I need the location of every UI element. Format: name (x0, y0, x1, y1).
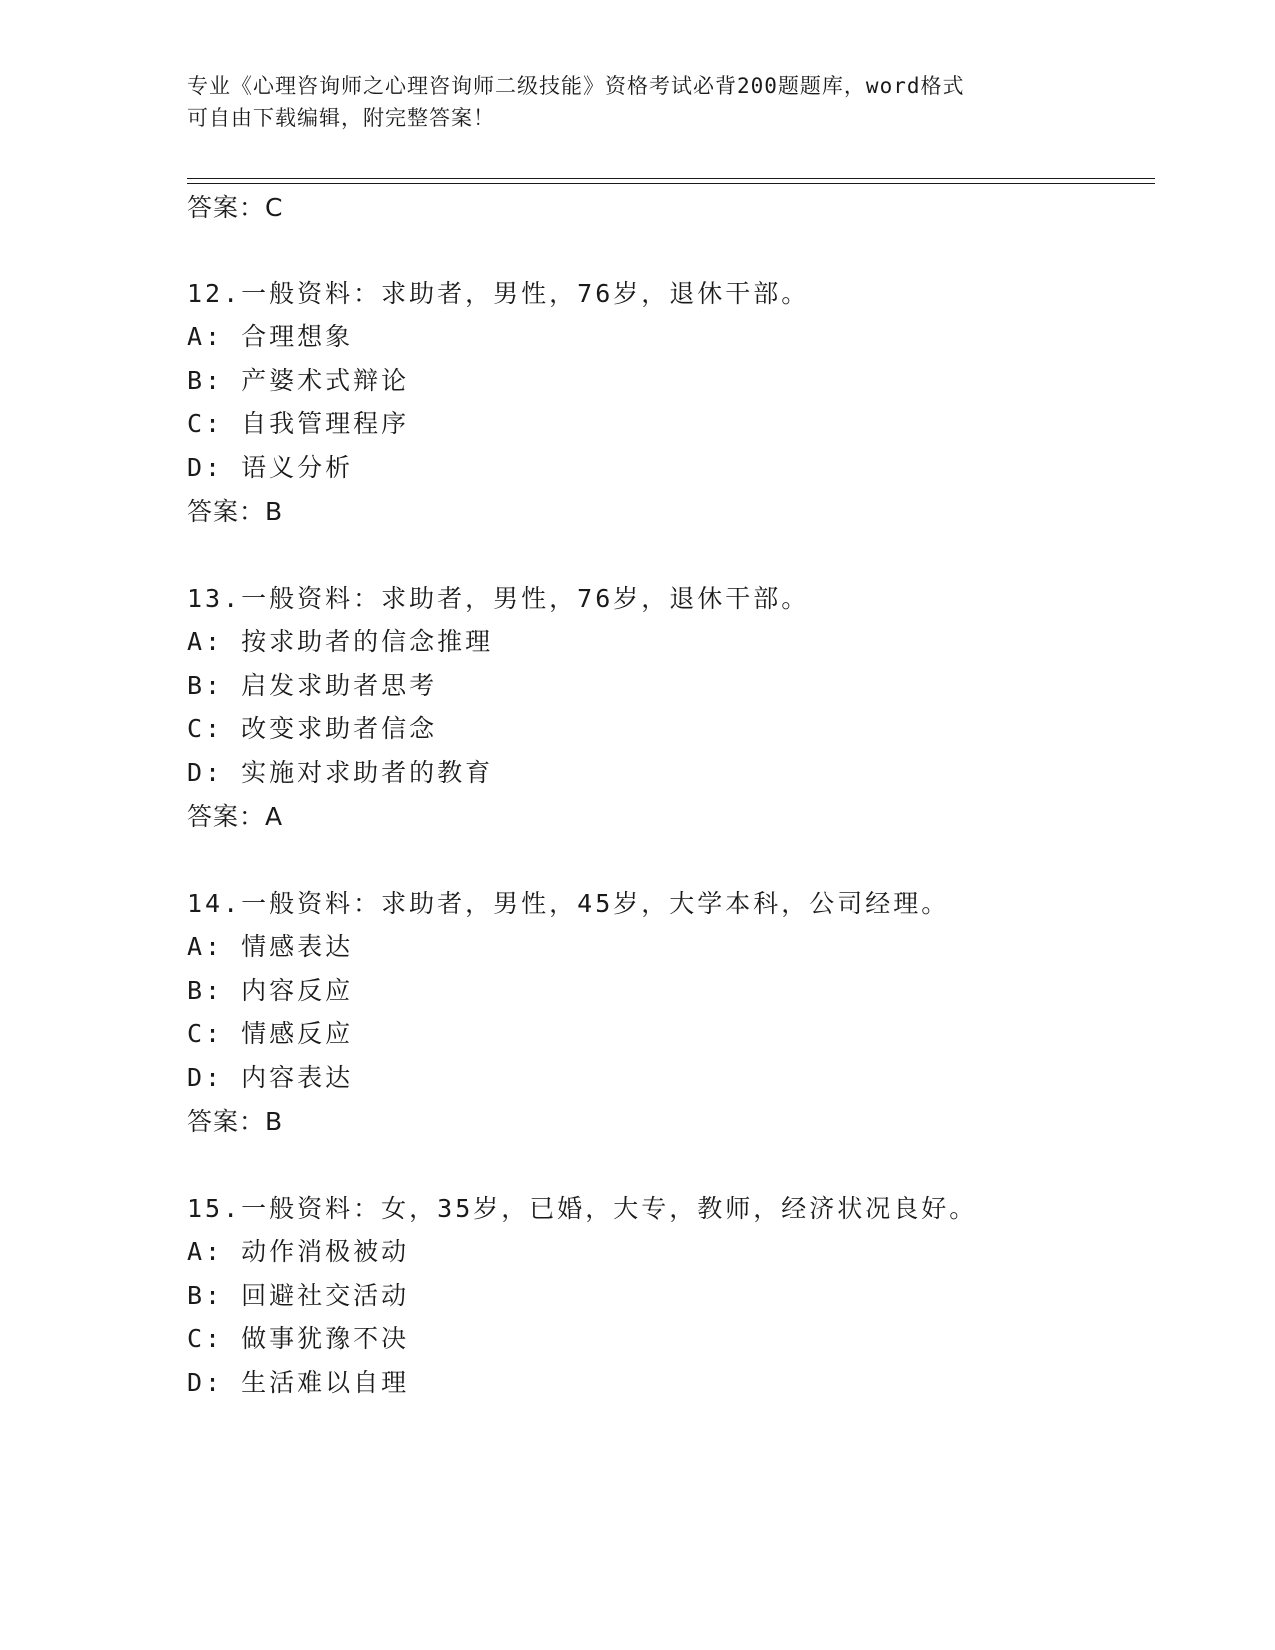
option-d: D: 语义分析 (187, 453, 354, 482)
question-stem: 15.一般资料：女，35岁，已婚，大专，教师，经济状况良好。 (187, 1194, 978, 1223)
header-line-1: 专业《心理咨询师之心理咨询师二级技能》资格考试必背200题题库，word格式 (187, 74, 965, 98)
option-c: C: 情感反应 (187, 1019, 354, 1048)
header-rule-top (187, 178, 1155, 179)
answer-line: 答案：C (187, 193, 284, 222)
header-line-2: 可自由下载编辑，附完整答案！ (187, 106, 495, 130)
option-b: B: 内容反应 (187, 976, 354, 1005)
option-c: C: 改变求助者信念 (187, 714, 438, 743)
question-stem: 13.一般资料：求助者，男性，76岁，退休干部。 (187, 584, 810, 613)
option-b: B: 回避社交活动 (187, 1281, 410, 1310)
option-d: D: 生活难以自理 (187, 1368, 410, 1397)
answer-line: 答案：B (187, 1107, 284, 1136)
option-d: D: 内容表达 (187, 1063, 354, 1092)
option-a: A: 合理想象 (187, 322, 354, 351)
answer-line: 答案：A (187, 802, 284, 831)
option-a: A: 动作消极被动 (187, 1237, 410, 1266)
document-header (187, 70, 1087, 134)
question-stem: 12.一般资料：求助者，男性，76岁，退休干部。 (187, 279, 810, 308)
option-a: A: 按求助者的信念推理 (187, 627, 494, 656)
header-rule-bottom (187, 183, 1155, 184)
option-d: D: 实施对求助者的教育 (187, 758, 494, 787)
option-c: C: 自我管理程序 (187, 409, 410, 438)
option-b: B: 产婆术式辩论 (187, 366, 410, 395)
option-b: B: 启发求助者思考 (187, 671, 438, 700)
answer-line: 答案：B (187, 497, 284, 526)
option-c: C: 做事犹豫不决 (187, 1324, 410, 1353)
option-a: A: 情感表达 (187, 932, 354, 961)
question-stem: 14.一般资料：求助者，男性，45岁，大学本科，公司经理。 (187, 889, 950, 918)
